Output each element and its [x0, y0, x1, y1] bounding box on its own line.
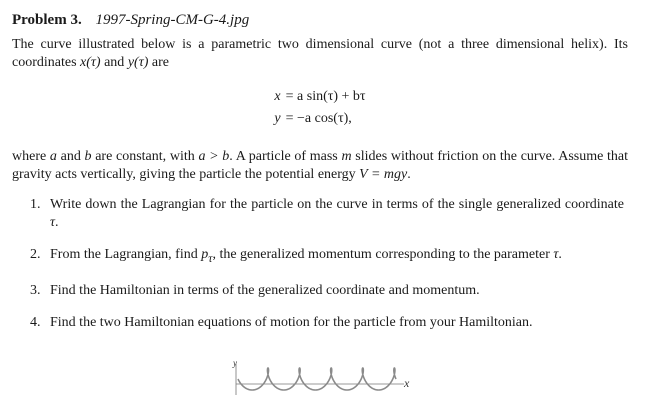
- math-tau: τ: [553, 247, 559, 262]
- equation-x-lhs: x: [274, 89, 281, 104]
- problem-header: [12, 10, 628, 30]
- math-p: p: [201, 247, 209, 262]
- question-text-2: , the generalized momentum corresponding to the parameter: [212, 247, 554, 262]
- question-text: Find the Hamiltonian in terms of the generalized coordinate and momentum.: [50, 282, 480, 298]
- question-list: [12, 196, 628, 332]
- equation-x-rhs: = a sin(τ) + bτ: [285, 89, 366, 104]
- math-y-tau: y(τ): [127, 55, 149, 70]
- question-text: Find the two Hamiltonian equations of motion for the particle from your Hamiltonian.: [50, 314, 533, 330]
- context-text-5: .: [407, 167, 411, 182]
- problem-page: [12, 10, 628, 346]
- y-axis-label: y: [233, 358, 237, 368]
- intro-text-2: are: [148, 55, 169, 70]
- context-paragraph: [12, 148, 628, 184]
- math-tau: τ: [50, 215, 56, 230]
- question-item-4: [12, 314, 628, 332]
- math-condition: a > b: [198, 149, 230, 164]
- trochoid-curve: [238, 368, 396, 390]
- question-number: 3.: [30, 282, 41, 298]
- equation-y-lhs: y: [274, 111, 281, 126]
- problem-filename: 1997-Spring-CM-G-4.jpg: [95, 12, 250, 28]
- math-a: a: [49, 149, 57, 164]
- question-punct: .: [55, 215, 59, 230]
- context-text-3: . A particle of mass: [229, 149, 342, 164]
- question-punct: .: [558, 247, 562, 262]
- x-axis-label: x: [404, 376, 410, 390]
- math-x-tau: x(τ): [80, 55, 101, 70]
- question-number: 2.: [30, 247, 41, 262]
- curve-figure: [224, 358, 424, 398]
- question-number: 1.: [30, 197, 41, 212]
- intro-text-1: The curve illustrated below is a parametric two dimensional curve (not a three dimensional helix). Its coordinates: [12, 37, 628, 70]
- intro-paragraph: [12, 36, 628, 72]
- question-text: Write down the Lagrangian for the particle on the curve in terms of the single generalized coordinate: [50, 197, 624, 212]
- math-mass: m: [341, 149, 352, 164]
- math-b: b: [84, 149, 92, 164]
- question-text: From the Lagrangian, find: [50, 247, 202, 262]
- context-text-1: where: [12, 149, 50, 164]
- context-and: and: [56, 149, 85, 164]
- math-p-subscript: τ: [208, 251, 213, 265]
- question-number: 4.: [30, 314, 41, 330]
- question-item-3: [12, 282, 628, 300]
- intro-and: and: [100, 55, 128, 70]
- question-item-1: [12, 196, 628, 232]
- context-text-2: are constant, with: [91, 149, 199, 164]
- problem-label: Problem 3.: [12, 12, 82, 28]
- context-text-4: slides without friction on the curve. Assume that gravity acts vertically, giving the particle the potential energy: [12, 149, 629, 182]
- parametric-equations: [12, 86, 628, 130]
- curve-svg: [224, 358, 424, 398]
- question-item-2: [12, 246, 628, 268]
- equation-y-rhs: = −a cos(τ),: [285, 111, 352, 126]
- math-potential: V = mgy: [359, 167, 408, 182]
